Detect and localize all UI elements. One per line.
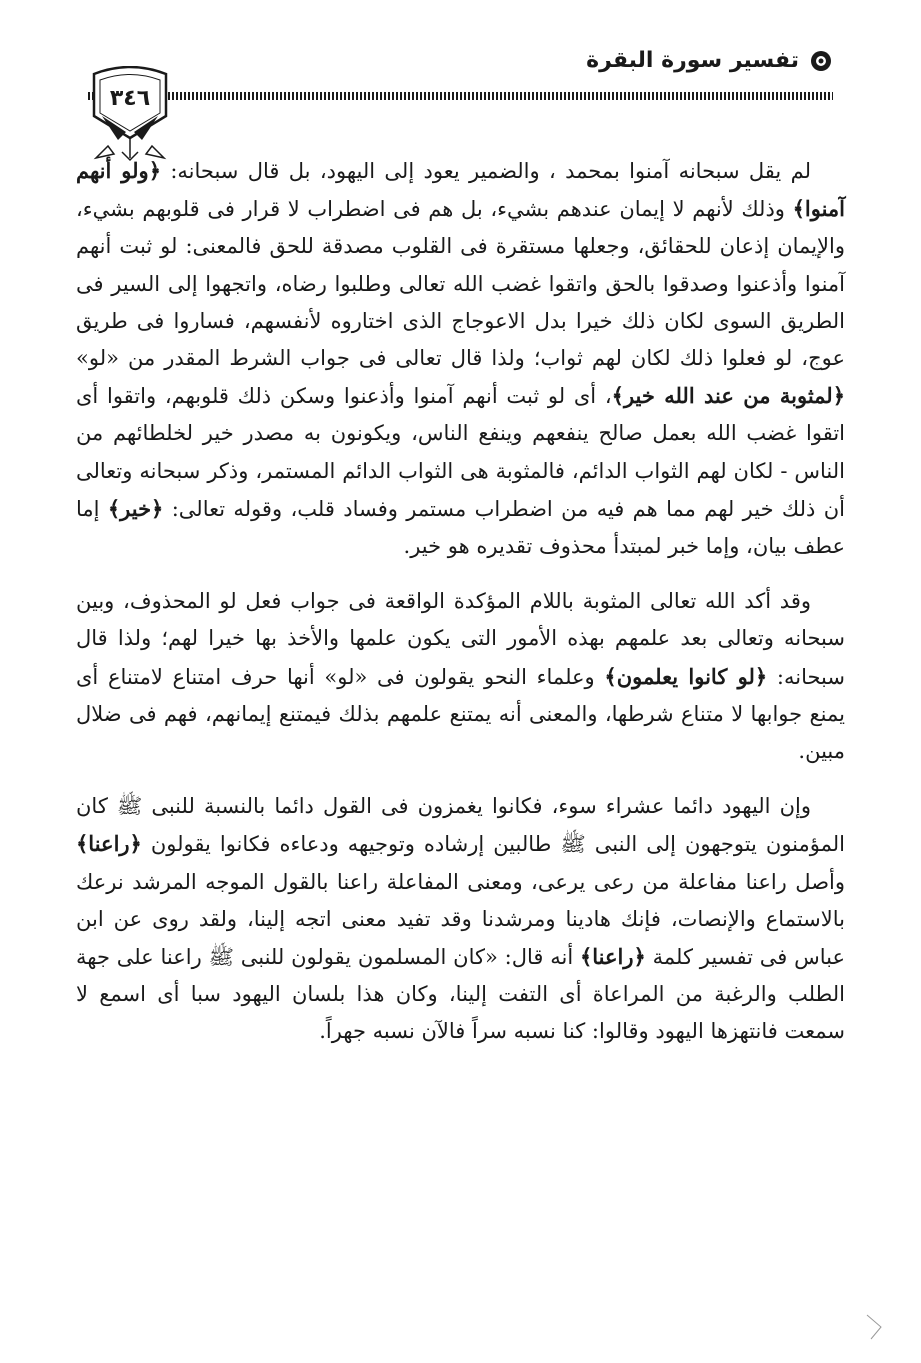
- quran-verse: ﴿راعنا﴾: [579, 944, 646, 970]
- page-header: [88, 40, 833, 140]
- text-run: إما عطف بيان، وإما خبر لمبتدأ محذوف تقديره هو خير.: [76, 496, 845, 559]
- book-title: تفسير سورة البقرة: [586, 48, 799, 73]
- text-run: وإن اليهود دائما عشراء سوء، فكانوا يغمزون فى القول دائما بالنسبة للنبى ﷺ كان المؤمنون يتوجهون إلى النبى ﷺ طالبين إرشاده وتوجيهه ودعاءه فكانوا يقولون: [76, 794, 845, 857]
- text-run: وعلماء النحو يقولون فى «لو» أنها حرف امتناع لامتناع أى يمنع جوابها لا متناع شرطها، والمعنى أنه يمتنع علمهم بذلك فيمتنع إيمانهم، فهم فى ضلال مبين.: [76, 664, 845, 764]
- page-number: ٣٤٦: [109, 86, 151, 111]
- quran-verse: ﴿لمثوبة من عند الله خير﴾: [611, 383, 845, 409]
- page-number-badge: [88, 66, 172, 166]
- corner-mark-icon: [863, 1313, 903, 1341]
- quran-verse: ﴿خير﴾: [107, 495, 164, 521]
- paragraph: [76, 583, 845, 770]
- text-run: وقد أكد الله تعالى المثوبة باللام المؤكدة الواقعة فى جواب فعل لو المحذوف، وبين سبحانه وتعالى بعد علمهم بهذه الأمور التى يكون علمها والأخذ بها خيرا لهم؛ ولذا قال سبحانه:: [76, 589, 845, 689]
- text-run: وأصل راعنا مفاعلة من رعى يرعى، ومعنى المفاعلة راعنا بالقول الموجه المرشد نرعك بالاستماع والإنصات، فإنك هادينا ومرشدنا وقد تفيد معنى اتجه إلينا، ولقد روى عن ابن عباس فى تفسير كلمة: [76, 869, 845, 970]
- text-run: أنه قال: «كان المسلمون يقولون للنبى ﷺ راعنا على جهة الطلب والرغبة من المراعاة أى التفت إلينا، وكان هذا بلسان اليهود سبا أى اسمع لا سمعت فانتهزها اليهود وقالوا: كنا نسبه سراً فالآن نسبه جهراً.: [76, 945, 845, 1044]
- text-run: ، أى لو ثبت أنهم آمنوا وأذعنوا وسكن ذلك قلوبهم، واتقوا أى اتقوا غضب الله بعمل صالح ينفعهم وينفع الناس، ويكونون به مصدر خير لخلطائهم من الناس - لكان لهم الثواب الدائم، فالمثوبة هى الثواب الدائم المستمر، وذكر سبحانه وتعالى أن ذلك خير لهم مما هم فيه من اضطراب مستمر وفساد قلب، وقوله تعالى:: [76, 384, 846, 521]
- header-rule: [88, 92, 833, 100]
- text-run: لم يقل سبحانه آمنوا بمحمد ، والضمير يعود إلى اليهود، بل قال سبحانه:: [161, 159, 811, 183]
- paragraph: [76, 152, 845, 565]
- ornament-icon: [809, 49, 833, 73]
- paragraph: [76, 788, 845, 1050]
- text-run: وذلك لأنهم لا إيمان عندهم بشيء، بل هم فى اضطراب لا قرار فى قلوبهم بشيء، والإيمان إذعان للحقائق، وجعلها مستقرة فى القلوب مصدقة للحق فالمعنى: لو ثبت أنهم آمنوا وأذعنوا وصدقوا بالحق واتقوا غضب الله تعالى وطلبوا رضاه، واتجهوا إلى السير فى الطريق السوى لكان ذلك خيرا بدل الاعوجاج الذى اختاروه لأنفسهم، فساروا فى طريق عوج، لو فعلوا ذلك لكان لهم ثواب؛ ولذا قال تعالى فى جواب الشرط المقدر من «لو»: [76, 197, 845, 371]
- quran-verse: ﴿لو كانوا يعلمون﴾: [604, 663, 768, 689]
- page-number-frame-icon: [88, 66, 172, 166]
- quran-verse: ﴿ولو أنهم آمنوا﴾: [76, 158, 845, 222]
- running-header: [586, 48, 833, 73]
- body-text: [76, 152, 845, 1051]
- quran-verse: ﴿راعنا﴾: [76, 831, 142, 857]
